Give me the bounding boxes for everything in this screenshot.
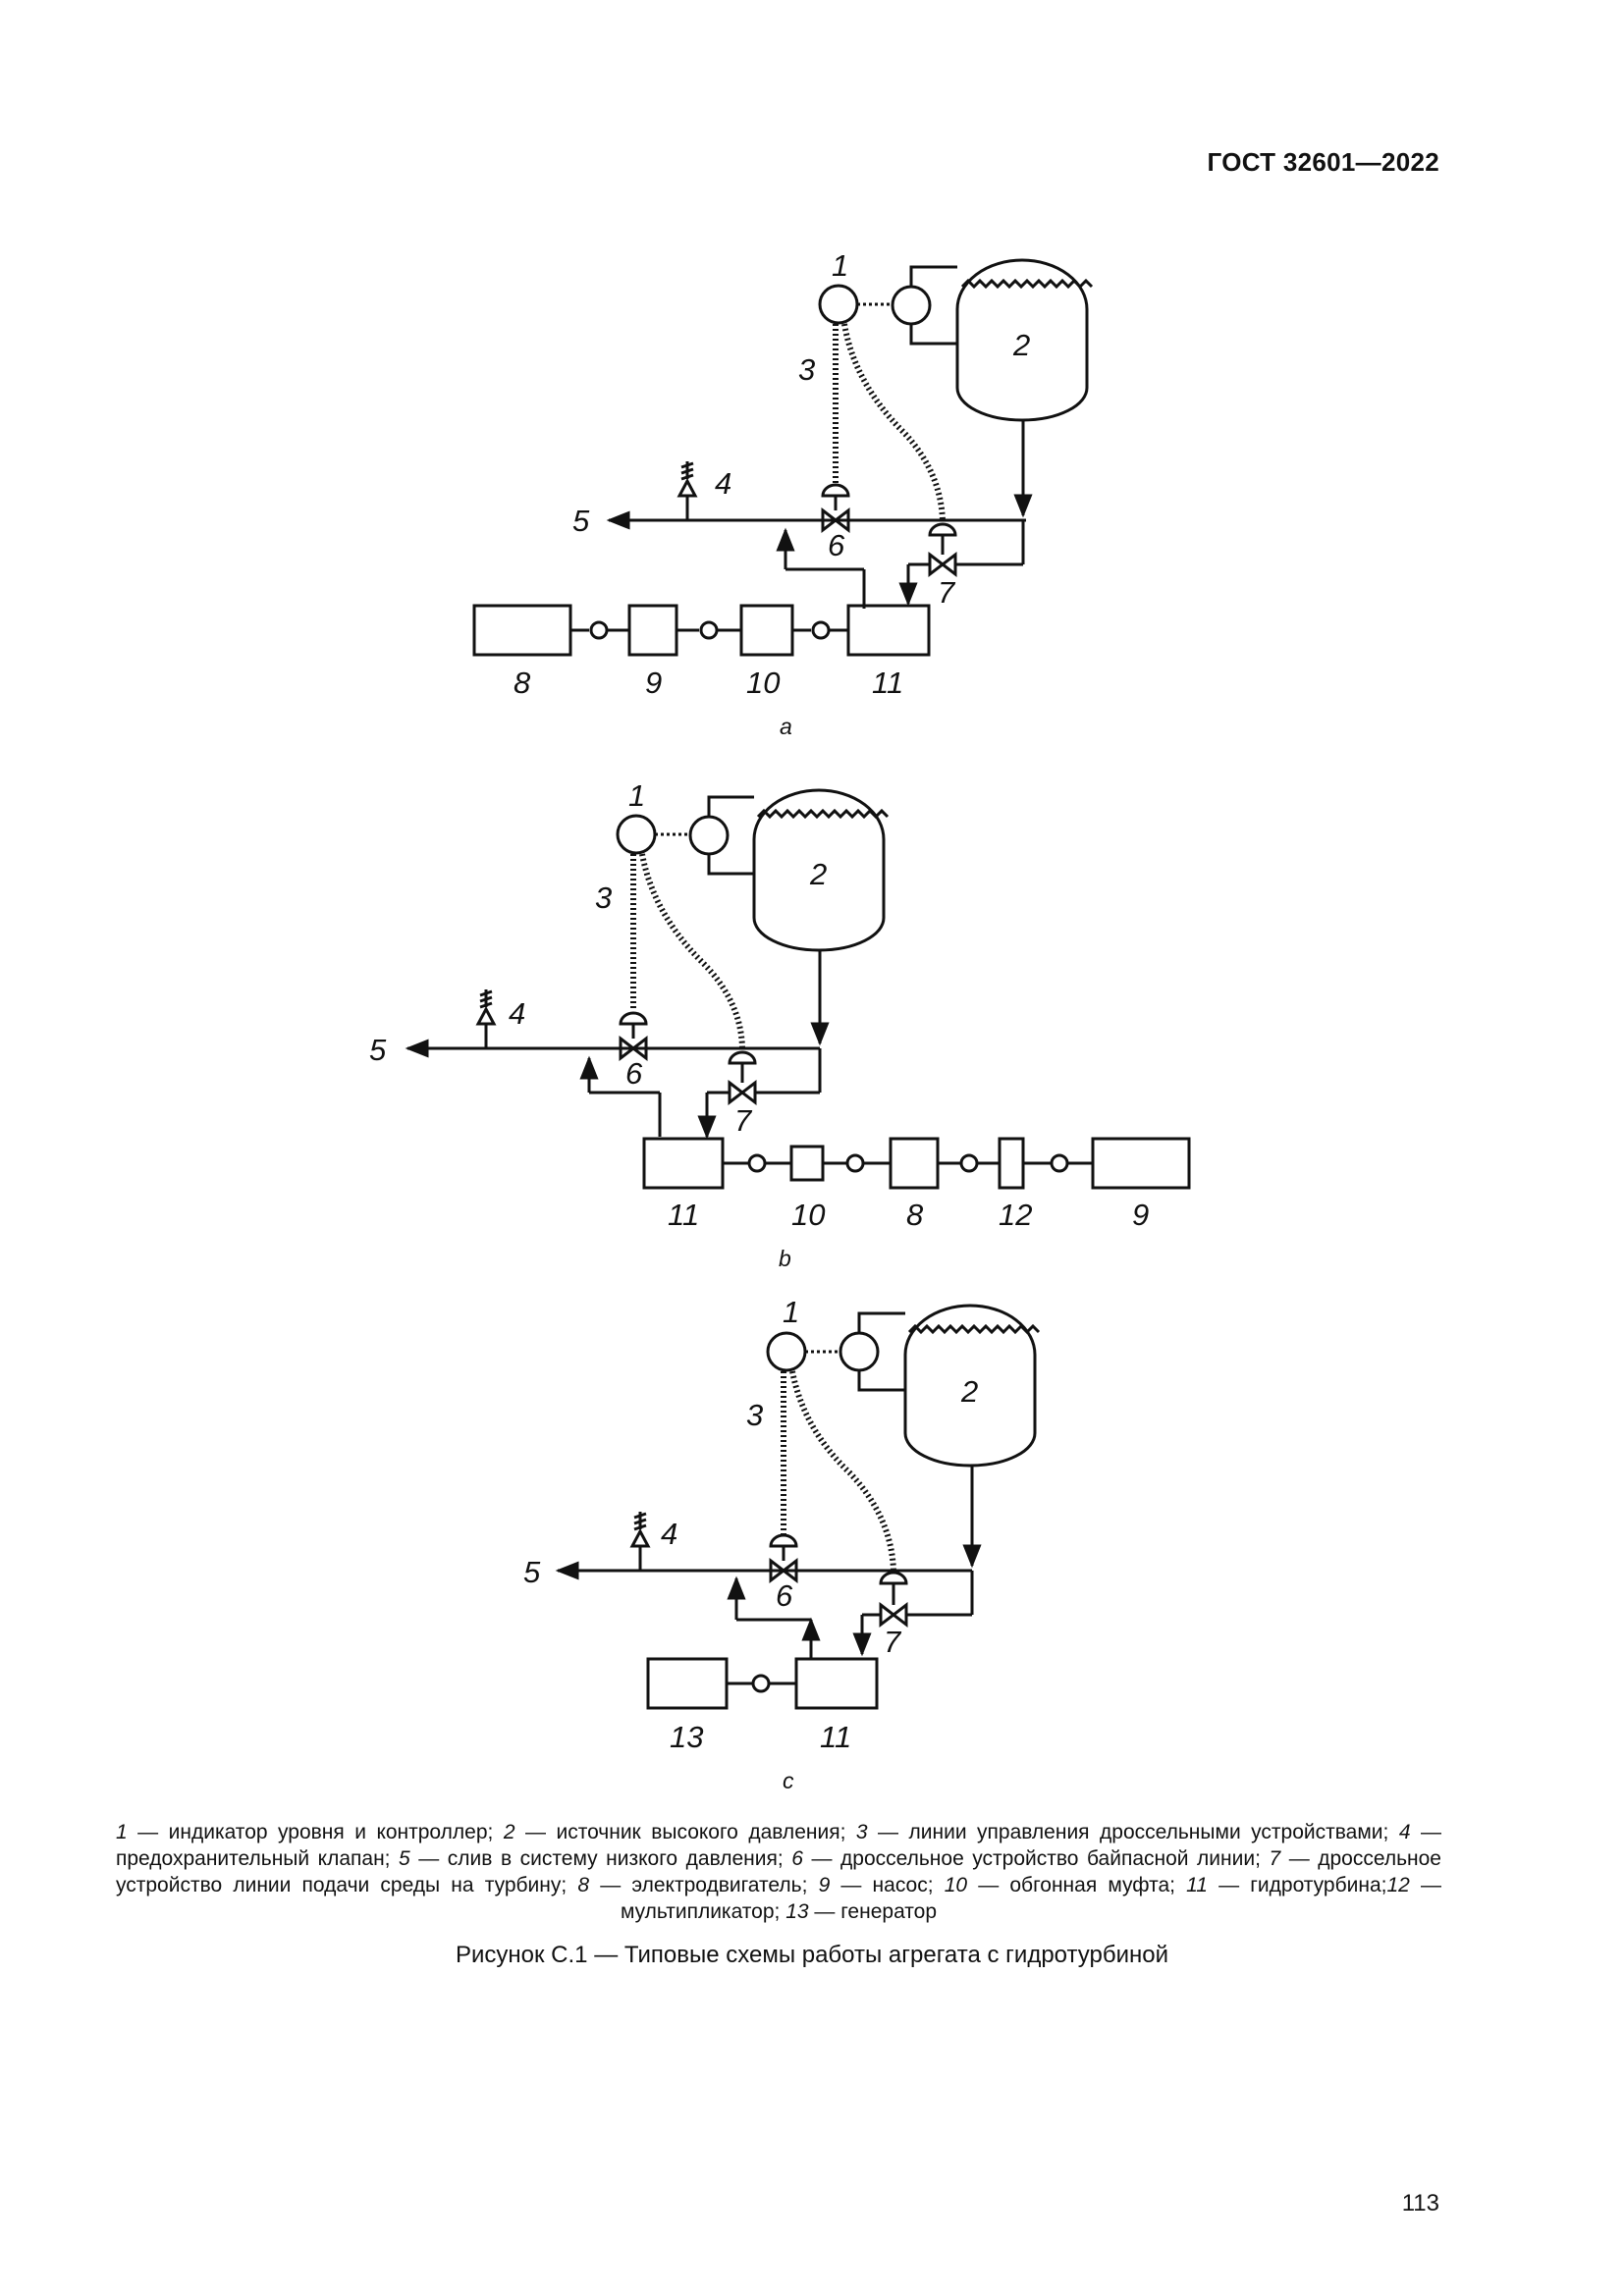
legend-number: 7	[1269, 1847, 1281, 1870]
svg-text:b: b	[779, 1246, 791, 1271]
svg-text:6: 6	[625, 1056, 643, 1091]
box-11	[848, 606, 929, 655]
svg-text:13: 13	[670, 1720, 704, 1754]
svg-text:c: c	[783, 1768, 794, 1793]
svg-text:11: 11	[872, 666, 904, 700]
box-11	[796, 1659, 877, 1708]
svg-text:5: 5	[369, 1033, 387, 1067]
svg-text:2: 2	[810, 857, 828, 891]
svg-text:10: 10	[746, 666, 781, 700]
svg-text:7: 7	[734, 1103, 752, 1138]
svg-text:5: 5	[523, 1555, 541, 1589]
legend-number: 11	[1186, 1874, 1208, 1896]
svg-text:3: 3	[746, 1398, 764, 1432]
subfigure-a	[474, 260, 1092, 655]
svg-text:1: 1	[832, 248, 849, 283]
page-number: 113	[1401, 2190, 1439, 2216]
svg-text:3: 3	[798, 352, 816, 387]
legend-text: — дроссельное устройство линии подачи среды на турбину;	[116, 1847, 1441, 1896]
svg-text:a: a	[780, 714, 792, 739]
legend-number: 3	[855, 1821, 868, 1843]
level-gauge	[690, 817, 728, 854]
svg-text:8: 8	[906, 1198, 924, 1232]
legend-number: 13	[785, 1900, 809, 1923]
svg-text:2: 2	[961, 1374, 979, 1409]
svg-text:8: 8	[514, 666, 531, 700]
level-gauge	[893, 287, 930, 324]
legend-text: — линии управления дроссельными устройствами;	[867, 1821, 1399, 1843]
legend-number: 6	[791, 1847, 803, 1870]
svg-text:3: 3	[595, 881, 613, 915]
svg-text:7: 7	[938, 575, 955, 610]
box-13	[648, 1659, 727, 1708]
svg-text:12: 12	[999, 1198, 1033, 1232]
level-gauge	[840, 1333, 878, 1370]
svg-text:1: 1	[628, 778, 646, 813]
box-8	[474, 606, 570, 655]
svg-text:9: 9	[645, 666, 663, 700]
legend-number: 12	[1386, 1874, 1410, 1896]
legend-text: — источник высокого давления;	[514, 1821, 856, 1843]
svg-text:1: 1	[783, 1295, 800, 1329]
svg-text:4: 4	[715, 466, 732, 501]
svg-text:6: 6	[776, 1578, 793, 1613]
level-controller	[768, 1333, 805, 1370]
box-10	[741, 606, 792, 655]
box-10	[791, 1147, 823, 1180]
legend-text: — насос;	[830, 1874, 945, 1896]
document-standard-header: ГОСТ 32601—2022	[1207, 147, 1439, 177]
svg-text:11: 11	[668, 1198, 700, 1232]
legend-text: — мультипликатор;	[620, 1874, 1441, 1923]
legend-number: 10	[944, 1874, 968, 1896]
legend-number: 1	[116, 1821, 128, 1843]
svg-text:6: 6	[828, 528, 845, 562]
svg-text:2: 2	[1013, 328, 1031, 362]
svg-text:7: 7	[884, 1625, 901, 1659]
legend-text: — обгонная муфта;	[967, 1874, 1187, 1896]
svg-text:5: 5	[572, 504, 590, 538]
legend-number: 9	[818, 1874, 831, 1896]
legend-text: — слив в систему низкого давления;	[409, 1847, 792, 1870]
box-11	[644, 1139, 723, 1188]
svg-text:10: 10	[791, 1198, 826, 1232]
svg-text:4: 4	[661, 1517, 678, 1551]
level-controller	[618, 816, 655, 853]
subfigure-b	[407, 790, 1189, 1188]
box-12	[1000, 1139, 1023, 1188]
legend-text: — индикатор уровня и контроллер;	[127, 1821, 504, 1843]
legend-number: 4	[1398, 1821, 1411, 1843]
svg-text:11: 11	[820, 1720, 852, 1754]
figure-legend	[116, 1819, 1441, 1925]
legend-number: 2	[503, 1821, 515, 1843]
legend-text: — электродвигатель;	[589, 1874, 819, 1896]
legend-text: — дроссельное устройство байпасной линии;	[802, 1847, 1270, 1870]
level-controller	[820, 286, 857, 323]
box-9	[1093, 1139, 1189, 1188]
subfigure-a-labels	[514, 248, 1030, 739]
legend-number: 8	[577, 1874, 590, 1896]
svg-text:4: 4	[509, 996, 526, 1031]
figure-caption: Рисунок С.1 — Типовые схемы работы агрегата с гидротурбиной	[456, 1942, 1168, 1968]
legend-text: — предохранительный клапан;	[116, 1821, 1441, 1870]
svg-text:9: 9	[1132, 1198, 1150, 1232]
legend-text: — генератор	[808, 1900, 938, 1923]
subfigure-c-labels	[523, 1295, 978, 1793]
box-8	[891, 1139, 938, 1188]
legend-number: 5	[399, 1847, 410, 1870]
legend-text: — гидротурбина;	[1207, 1874, 1387, 1896]
box-9	[629, 606, 677, 655]
subfigure-c	[558, 1306, 1039, 1708]
